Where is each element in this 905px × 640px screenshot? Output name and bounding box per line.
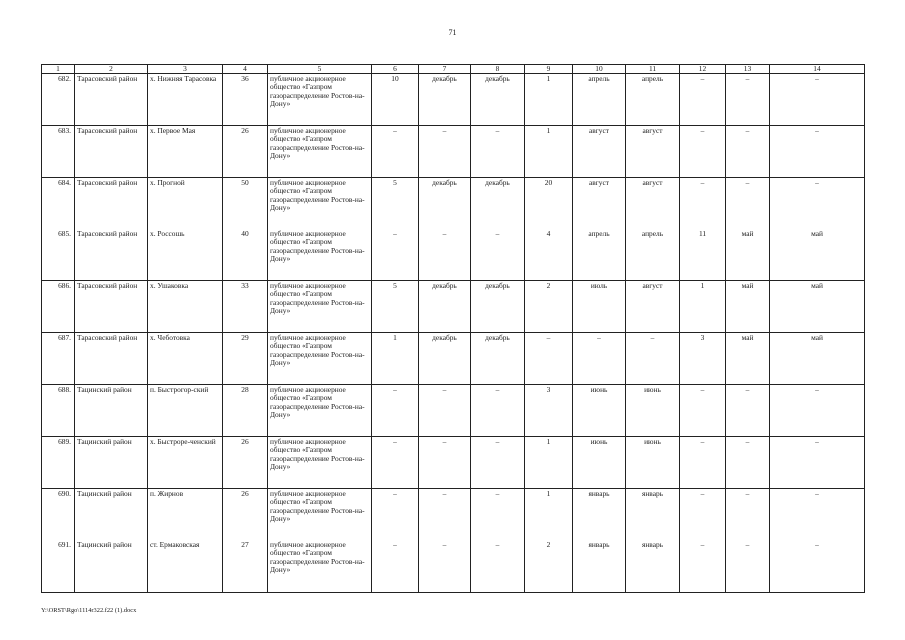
settlement-cell: х. Россошь (148, 229, 223, 281)
col6-cell: 10 (372, 74, 419, 126)
col10-cell: июнь (573, 385, 626, 437)
col4-cell: 33 (223, 281, 268, 333)
col7-cell: – (419, 385, 471, 437)
col13-cell: май (726, 281, 770, 333)
col9-cell: 4 (525, 229, 573, 281)
col13-cell: – (726, 385, 770, 437)
col7-cell: – (419, 489, 471, 541)
col6-cell: – (372, 489, 419, 541)
row-number: 682. (42, 74, 75, 126)
settlement-cell: х. Нижняя Тарасовка (148, 74, 223, 126)
column-header-2: 2 (75, 65, 148, 74)
col4-cell: 50 (223, 178, 268, 230)
table-row (42, 126, 865, 178)
col7-cell: – (419, 540, 471, 593)
col14-cell: май (770, 229, 865, 281)
table-row (42, 281, 865, 333)
col9-cell: 3 (525, 385, 573, 437)
table-row (42, 489, 865, 541)
organization-cell: публичное акционерное общество «Газпром газораспределение Ростов-на-Дону» (268, 229, 372, 281)
row-number: 690. (42, 489, 75, 541)
row-number: 683. (42, 126, 75, 178)
col9-cell: 1 (525, 126, 573, 178)
col10-cell: апрель (573, 229, 626, 281)
table-body (42, 74, 865, 593)
col12-cell: 3 (680, 333, 726, 385)
col14-cell: май (770, 281, 865, 333)
table-row (42, 540, 865, 593)
col8-cell: декабрь (471, 281, 525, 333)
col6-cell: – (372, 385, 419, 437)
col10-cell: – (573, 333, 626, 385)
col8-cell: – (471, 540, 525, 593)
district-cell: Тацинский район (75, 385, 148, 437)
col12-cell: – (680, 178, 726, 230)
col10-cell: июнь (573, 437, 626, 489)
col7-cell: – (419, 229, 471, 281)
col8-cell: – (471, 489, 525, 541)
col14-cell: – (770, 385, 865, 437)
organization-cell: публичное акционерное общество «Газпром газораспределение Ростов-на-Дону» (268, 385, 372, 437)
col6-cell: – (372, 229, 419, 281)
col14-cell: – (770, 437, 865, 489)
col9-cell: 20 (525, 178, 573, 230)
settlement-cell: х. Первое Мая (148, 126, 223, 178)
col10-cell: август (573, 178, 626, 230)
col8-cell: декабрь (471, 74, 525, 126)
column-header-3: 3 (148, 65, 223, 74)
organization-cell: публичное акционерное общество «Газпром газораспределение Ростов-на-Дону» (268, 74, 372, 126)
district-cell: Тарасовский район (75, 178, 148, 230)
col13-cell: – (726, 178, 770, 230)
column-header-7: 7 (419, 65, 471, 74)
col10-cell: январь (573, 489, 626, 541)
col10-cell: январь (573, 540, 626, 593)
organization-cell: публичное акционерное общество «Газпром газораспределение Ростов-на-Дону» (268, 281, 372, 333)
col9-cell: 1 (525, 74, 573, 126)
col6-cell: 1 (372, 333, 419, 385)
col10-cell: апрель (573, 74, 626, 126)
col12-cell: 11 (680, 229, 726, 281)
settlement-cell: п. Жирнов (148, 489, 223, 541)
column-number-header-row (42, 65, 865, 74)
col12-cell: – (680, 437, 726, 489)
col11-cell: август (626, 126, 680, 178)
organization-cell: публичное акционерное общество «Газпром газораспределение Ростов-на-Дону» (268, 489, 372, 541)
col6-cell: 5 (372, 281, 419, 333)
row-number: 689. (42, 437, 75, 489)
table-row (42, 437, 865, 489)
district-cell: Тарасовский район (75, 74, 148, 126)
district-cell: Тарасовский район (75, 229, 148, 281)
col4-cell: 28 (223, 385, 268, 437)
col4-cell: 26 (223, 126, 268, 178)
col13-cell: – (726, 74, 770, 126)
settlement-cell: х. Быстроре-ченский (148, 437, 223, 489)
col11-cell: август (626, 281, 680, 333)
col7-cell: декабрь (419, 281, 471, 333)
col14-cell: – (770, 74, 865, 126)
col6-cell: 5 (372, 178, 419, 230)
col8-cell: – (471, 437, 525, 489)
row-number: 691. (42, 540, 75, 593)
col13-cell: – (726, 437, 770, 489)
district-cell: Тарасовский район (75, 281, 148, 333)
col13-cell: – (726, 540, 770, 593)
column-header-5: 5 (268, 65, 372, 74)
table-row (42, 178, 865, 230)
col11-cell: апрель (626, 229, 680, 281)
col13-cell: – (726, 126, 770, 178)
col12-cell: – (680, 74, 726, 126)
col4-cell: 26 (223, 437, 268, 489)
col12-cell: – (680, 126, 726, 178)
organization-cell: публичное акционерное общество «Газпром газораспределение Ростов-на-Дону» (268, 178, 372, 230)
organization-cell: публичное акционерное общество «Газпром газораспределение Ростов-на-Дону» (268, 333, 372, 385)
column-header-14: 14 (770, 65, 865, 74)
col14-cell: май (770, 333, 865, 385)
col12-cell: 1 (680, 281, 726, 333)
row-number: 687. (42, 333, 75, 385)
col8-cell: – (471, 126, 525, 178)
column-header-10: 10 (573, 65, 626, 74)
col11-cell: – (626, 333, 680, 385)
settlement-cell: х. Прогной (148, 178, 223, 230)
column-header-8: 8 (471, 65, 525, 74)
row-number: 684. (42, 178, 75, 230)
organization-cell: публичное акционерное общество «Газпром газораспределение Ростов-на-Дону» (268, 540, 372, 593)
organization-cell: публичное акционерное общество «Газпром газораспределение Ростов-на-Дону» (268, 126, 372, 178)
col7-cell: – (419, 437, 471, 489)
col6-cell: – (372, 540, 419, 593)
col13-cell: май (726, 333, 770, 385)
column-header-13: 13 (726, 65, 770, 74)
col7-cell: декабрь (419, 333, 471, 385)
col7-cell: – (419, 126, 471, 178)
col12-cell: – (680, 489, 726, 541)
col6-cell: – (372, 437, 419, 489)
col12-cell: – (680, 385, 726, 437)
col10-cell: июль (573, 281, 626, 333)
table-row (42, 385, 865, 437)
col11-cell: июнь (626, 437, 680, 489)
table-row (42, 229, 865, 281)
col9-cell: 1 (525, 437, 573, 489)
col6-cell: – (372, 126, 419, 178)
col7-cell: декабрь (419, 74, 471, 126)
col11-cell: апрель (626, 74, 680, 126)
col4-cell: 27 (223, 540, 268, 593)
col14-cell: – (770, 126, 865, 178)
col11-cell: август (626, 178, 680, 230)
column-header-6: 6 (372, 65, 419, 74)
col9-cell: 2 (525, 540, 573, 593)
col14-cell: – (770, 178, 865, 230)
organization-cell: публичное акционерное общество «Газпром газораспределение Ростов-на-Дону» (268, 437, 372, 489)
col9-cell: – (525, 333, 573, 385)
col11-cell: январь (626, 540, 680, 593)
col14-cell: – (770, 540, 865, 593)
col4-cell: 36 (223, 74, 268, 126)
district-cell: Тацинский район (75, 489, 148, 541)
col8-cell: – (471, 229, 525, 281)
col9-cell: 1 (525, 489, 573, 541)
table-row (42, 74, 865, 126)
column-header-4: 4 (223, 65, 268, 74)
col8-cell: декабрь (471, 333, 525, 385)
col11-cell: июнь (626, 385, 680, 437)
col12-cell: – (680, 540, 726, 593)
col10-cell: август (573, 126, 626, 178)
col9-cell: 2 (525, 281, 573, 333)
footer-file-path: Y:\ORST\Rgo\1114r322.f22 (1).docx (41, 607, 137, 614)
row-number: 686. (42, 281, 75, 333)
district-cell: Тацинский район (75, 437, 148, 489)
col4-cell: 29 (223, 333, 268, 385)
col7-cell: декабрь (419, 178, 471, 230)
column-header-9: 9 (525, 65, 573, 74)
col8-cell: декабрь (471, 178, 525, 230)
col13-cell: – (726, 489, 770, 541)
column-header-12: 12 (680, 65, 726, 74)
col14-cell: – (770, 489, 865, 541)
column-header-1: 1 (42, 65, 75, 74)
gasification-schedule-table (41, 64, 865, 593)
column-header-11: 11 (626, 65, 680, 74)
table-row (42, 333, 865, 385)
col11-cell: январь (626, 489, 680, 541)
col4-cell: 26 (223, 489, 268, 541)
district-cell: Тарасовский район (75, 126, 148, 178)
page-number: 71 (448, 28, 457, 37)
row-number: 685. (42, 229, 75, 281)
col4-cell: 40 (223, 229, 268, 281)
settlement-cell: х. Ушаковка (148, 281, 223, 333)
settlement-cell: ст. Ермаковская (148, 540, 223, 593)
district-cell: Тарасовский район (75, 333, 148, 385)
col8-cell: – (471, 385, 525, 437)
row-number: 688. (42, 385, 75, 437)
district-cell: Тацинский район (75, 540, 148, 593)
col13-cell: май (726, 229, 770, 281)
settlement-cell: х. Чеботовка (148, 333, 223, 385)
settlement-cell: п. Быстрогор-ский (148, 385, 223, 437)
